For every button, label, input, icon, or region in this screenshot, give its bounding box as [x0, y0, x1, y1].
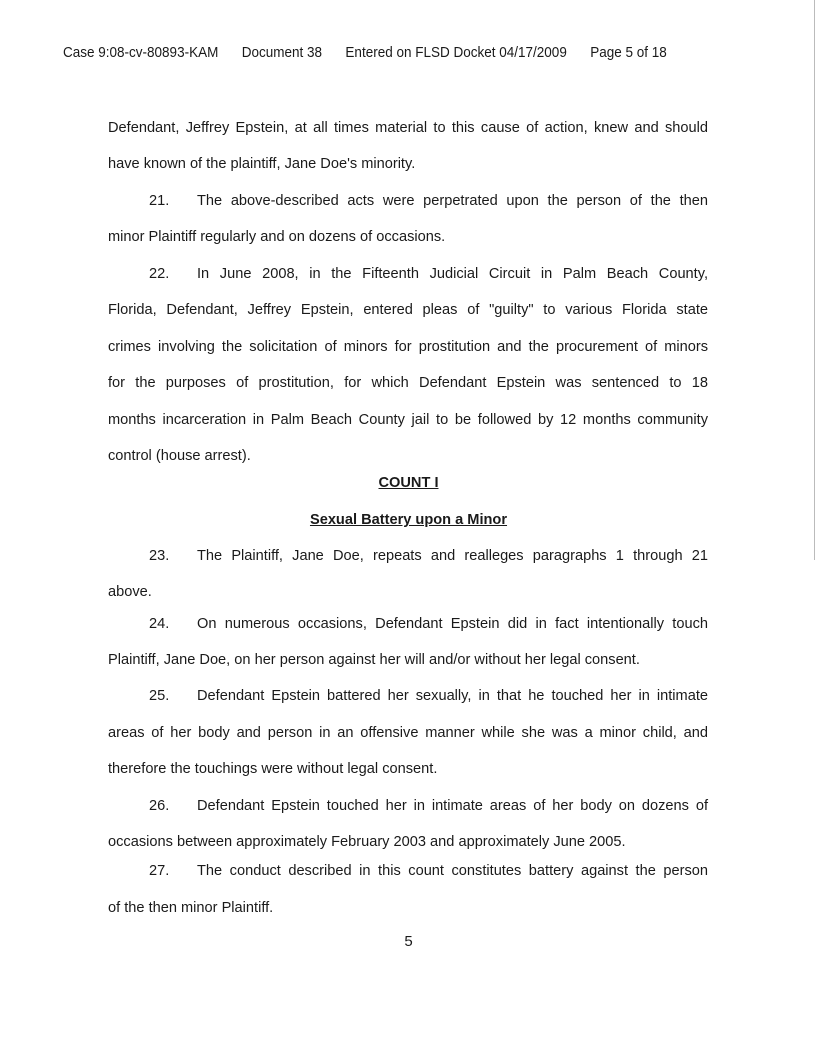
paragraph-number: 26.: [149, 798, 170, 814]
paragraph-line: months incarceration in Palm Beach County jail to be followed by 12 months community: [108, 412, 708, 428]
paragraph-line: above.: [108, 584, 152, 600]
paragraph-23: [149, 547, 708, 565]
paragraph-number: 21.: [149, 193, 170, 209]
paragraph-22: [149, 265, 708, 283]
count-heading: COUNT I: [378, 475, 439, 491]
paragraph-number: 24.: [149, 616, 170, 632]
paragraph-line: The conduct described in this count constitutes battery against the person: [197, 863, 708, 879]
paragraph-line: Florida, Defendant, Jeffrey Epstein, entered pleas of "guilty" to various Florida state: [108, 302, 708, 318]
paragraph-number: 27.: [149, 863, 170, 879]
paragraph-number: 23.: [149, 548, 170, 564]
paragraph-line: Defendant, Jeffrey Epstein, at all times material to this cause of action, knew and should: [108, 120, 708, 136]
paragraph-line: Defendant Epstein battered her sexually, in that he touched her in intimate: [197, 688, 708, 704]
document-number: Document 38: [241, 44, 323, 61]
paragraph-line: therefore the touchings were without legal consent.: [108, 761, 438, 777]
paragraph-line: areas of her body and person in an offensive manner while she was a minor child, and: [108, 725, 708, 741]
entered-date: Entered on FLSD Docket 04/17/2009: [345, 44, 567, 61]
paragraph-line: On numerous occasions, Defendant Epstein did in fact intentionally touch: [197, 616, 708, 632]
paragraph-26: [149, 797, 708, 815]
paragraph-line: minor Plaintiff regularly and on dozens of occasions.: [108, 229, 446, 245]
page-number: 5: [404, 933, 413, 950]
paragraph-line: In June 2008, in the Fifteenth Judicial Circuit in Palm Beach County,: [197, 266, 708, 282]
paragraph-line: The above-described acts were perpetrated upon the person of the then: [197, 193, 708, 209]
paragraph-21: [149, 192, 708, 210]
paragraph-line: The Plaintiff, Jane Doe, repeats and realleges paragraphs 1 through 21: [197, 548, 708, 564]
paragraph-line: of the then minor Plaintiff.: [108, 900, 274, 916]
paragraph-27: [149, 862, 708, 880]
paragraph-line: Defendant Epstein touched her in intimate areas of her body on dozens of: [197, 798, 708, 814]
count-subheading: Sexual Battery upon a Minor: [309, 512, 508, 528]
paragraph-25: [149, 687, 708, 705]
docket-header: [63, 44, 690, 61]
paragraph-line: control (house arrest).: [108, 448, 251, 464]
paragraph-line: crimes involving the solicitation of minors for prostitution and the procurement of minors: [108, 339, 708, 355]
paragraph-line: Plaintiff, Jane Doe, on her person against her will and/or without her legal consent.: [108, 652, 640, 668]
case-number: Case 9:08-cv-80893-KAM: [63, 44, 219, 61]
paragraph-number: 22.: [149, 266, 170, 282]
paragraph-24: [149, 615, 708, 633]
paragraph-line: for the purposes of prostitution, for which Defendant Epstein was sentenced to 18: [108, 375, 708, 391]
paragraph-line: occasions between approximately February 2003 and approximately June 2005.: [108, 834, 626, 850]
paragraph-number: 25.: [149, 688, 170, 704]
page-of: Page 5 of 18: [590, 44, 667, 61]
paragraph-line: have known of the plaintiff, Jane Doe's minority.: [108, 156, 416, 172]
